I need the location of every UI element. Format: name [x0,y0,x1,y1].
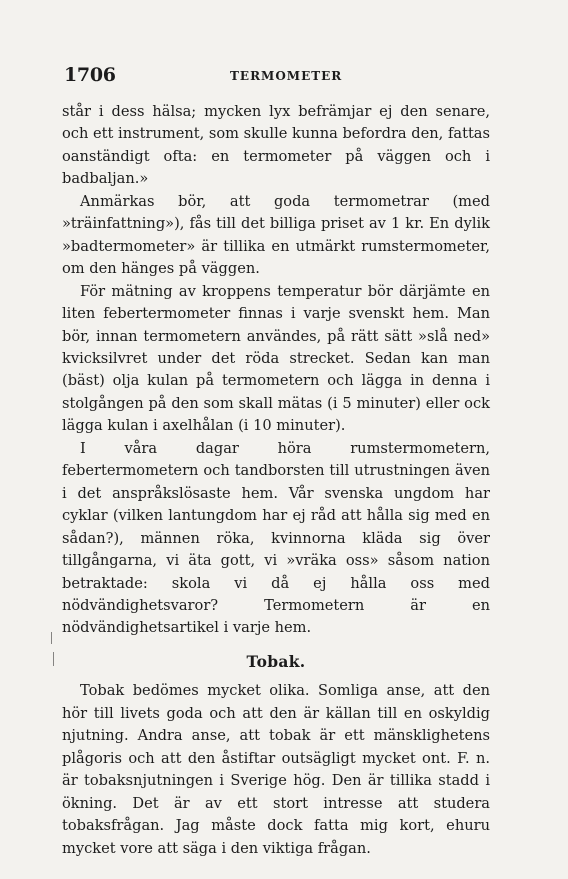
running-head: TERMOMETER [230,69,343,83]
section-heading: Tobak. [246,651,306,671]
paragraph: I våra dagar höra rumstermometern, febertermometern och tandborsten till utrustningen även i det anspråkslösaste hem. Vår svenska ungdom har cyklar (vilken lantungdom har ej råd att hålla sig med en sådan?), männen röka, kvinnorna kläda sig över tillgångarna, vi äta gott, vi »vräka oss» såsom nation betraktade: skola vi då ej hålla oss med nödvändighetsvaror? Termometern är en nödvändighetsartikel i varje hem. [62,439,490,637]
paragraph: Tobak bedömes mycket olika. Somliga anse, att den hör till livets goda och att den är källan till en oskyldig njutning. Andra anse, att tobak är ett mänsklighetens plågoris och att den åstiftar outsägligt mycket ont. F. n. är tobaksnjutningen i Sverige hög. Den är tillika stadd i ökning. Det är av ett stort intresse att studera tobaksfrågan. Jag måste dock fatta mig kort, ehuru mycket vore att säga i den viktiga frågan. [62,682,490,857]
paragraph: Anmärkas bör, att goda termometrar (med »träinfattning»), fås till det billiga priset av 1 kr. En dylik »badtermometer» är tillika en utmärkt rumstermometer, om den hänges på väggen. [62,192,490,278]
paragraph: För mätning av kroppens temperatur bör därjämte en liten febertermometer finnas i varje svenskt hem. Man bör, innan termometern användes, på rätt sätt »slå ned» kvicksilvret under det röda strecket. Sedan kan man (bäst) olja kulan på termometern och lägga in denna i stolgången på den som skall mätas (i 5 minuter) eller ock lägga kulan i axelhålan (i 10 minuter). [62,282,490,435]
page-header [62,64,502,88]
scan-mark [51,632,52,644]
paragraph: står i dess hälsa; mycken lyx befrämjar ej den senare, och ett instrument, som skulle kunna befordra den, fattas oanständigt ofta: en termometer på väggen och i badbaljan.» [62,103,490,188]
page-number: 1706 [64,64,116,86]
scan-mark [53,652,54,666]
body-text [62,101,490,860]
